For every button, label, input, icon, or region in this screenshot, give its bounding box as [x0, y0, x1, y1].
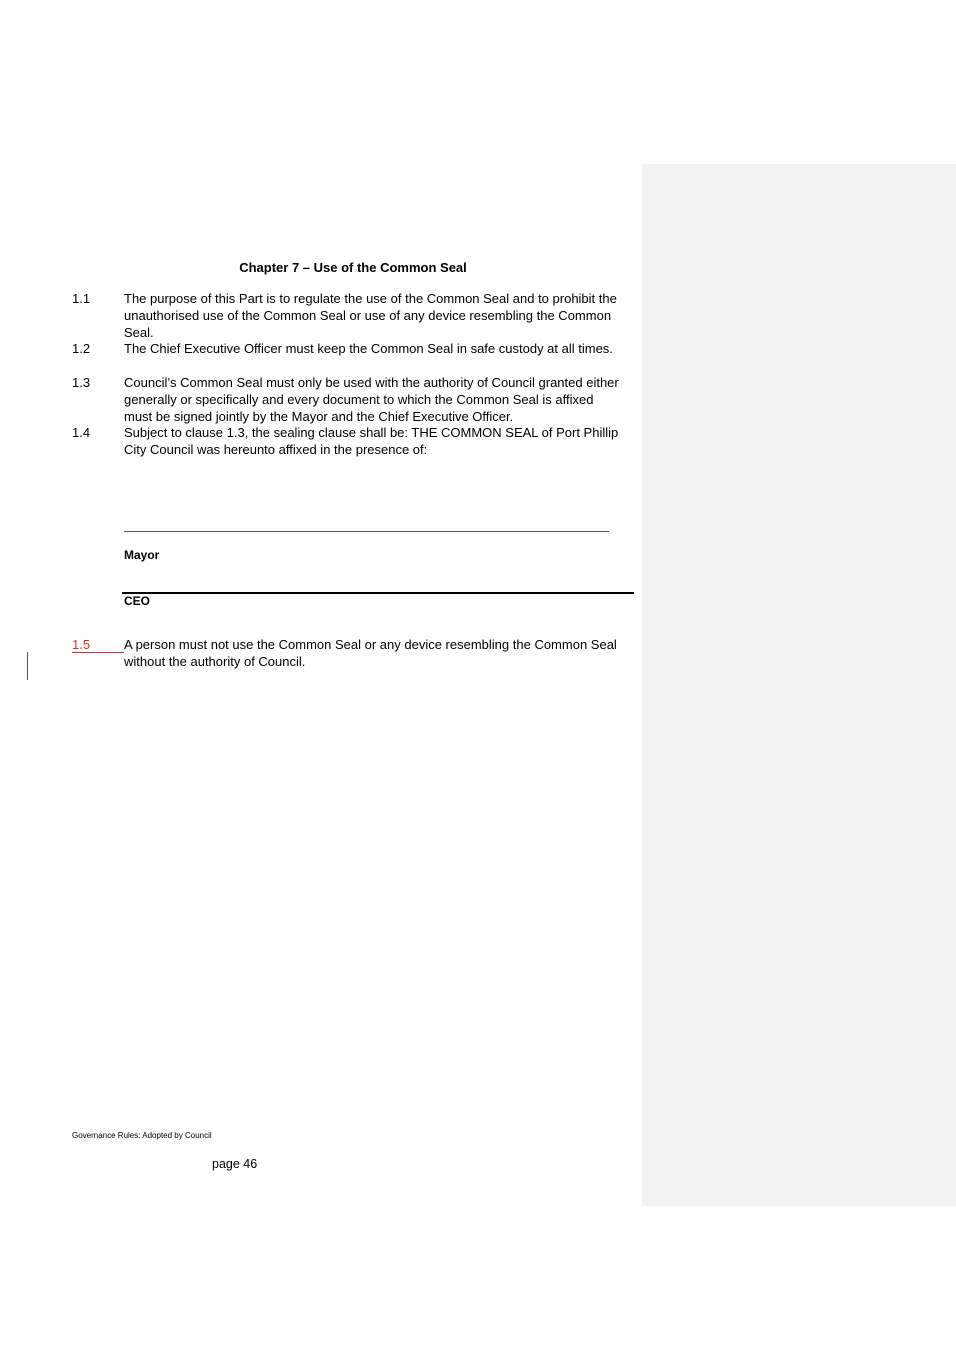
- revision-change-bar: [27, 652, 28, 680]
- page-number: page 46: [212, 1157, 258, 1171]
- clause-number: 1.2: [72, 341, 91, 356]
- clause-text: The Chief Executive Officer must keep the Common Seal in safe custody at all times.: [124, 341, 613, 356]
- chapter-title: Chapter 7 – Use of the Common Seal: [239, 260, 467, 275]
- clause-number: 1.3: [72, 375, 91, 390]
- mayor-signature-line: [124, 531, 609, 532]
- footer-note: Governance Rules: Adopted by Council: [72, 1131, 212, 1140]
- clause-number: 1.4: [72, 425, 91, 440]
- clause-text: Subject to clause 1.3, the sealing clause shall be: THE COMMON SEAL of Port Phillip City Council was hereunto affixed in the presence of:: [124, 425, 619, 457]
- clause-text: The purpose of this Part is to regulate the use of the Common Seal and to prohibit the unauthorised use of the Common Seal or use of any device resembling the Common Seal.: [124, 291, 617, 340]
- ceo-signature-line: [122, 592, 634, 594]
- mayor-label: Mayor: [124, 548, 160, 562]
- ceo-label: CEO: [124, 594, 151, 608]
- clause-text: A person must not use the Common Seal or any device resembling the Common Seal without the authority of Council.: [124, 637, 617, 669]
- comment-pane: [642, 164, 956, 1206]
- clause-number-revised: 1.5: [72, 637, 124, 653]
- clause-number: 1.1: [72, 291, 91, 306]
- clause-text: Council’s Common Seal must only be used with the authority of Council granted either generally or specifically and every document to which the Common Seal is affixed must be signed jointly by the Mayor and the Chief Executive Officer.: [124, 375, 619, 424]
